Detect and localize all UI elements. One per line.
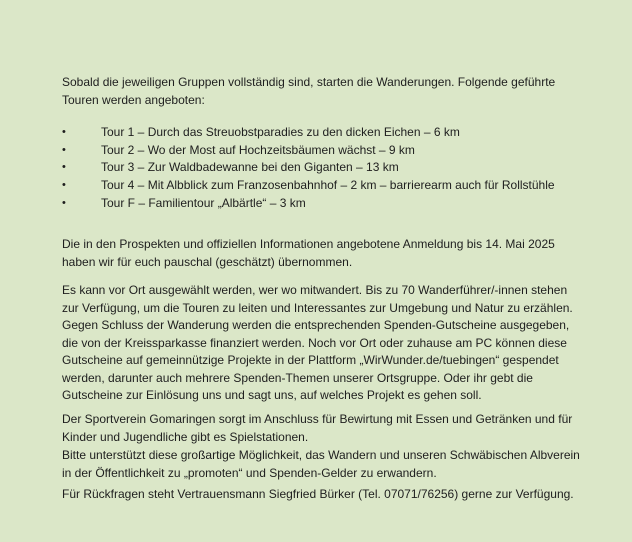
list-item xyxy=(62,159,582,177)
list-item xyxy=(62,124,582,142)
tour-label: Tour 1 – Durch das Streuobstparadies zu den dicken Eichen – 6 km xyxy=(101,125,460,139)
bullet-icon: • xyxy=(62,143,66,156)
contact-paragraph: Für Rückfragen steht Vertrauensmann Siegfried Bürker (Tel. 07071/76256) gerne zur Verfügung. xyxy=(62,487,574,501)
tour-label: Tour 3 – Zur Waldbadewanne bei den Giganten – 13 km xyxy=(101,160,399,175)
tour-label: Tour 2 – Wo der Most auf Hochzeitsbäumen wächst – 9 km xyxy=(101,142,415,157)
tour-list xyxy=(62,124,582,212)
list-item xyxy=(62,177,582,195)
support-paragraph: Bitte unterstützt diese großartige Möglichkeit, das Wandern und unseren Schwäbischen Albverein in der Öffentlichkeit zu „promoten“ und Spenden-Gelder zu erwandern. xyxy=(62,448,580,480)
bullet-icon: • xyxy=(62,196,66,209)
bullet-icon: • xyxy=(62,126,66,138)
list-item xyxy=(62,195,582,213)
tour-label: Tour F – Familientour „Albärtle“ – 3 km xyxy=(101,195,306,210)
intro-paragraph: Sobald die jeweiligen Gruppen vollständig sind, starten die Wanderungen. Folgende geführte Touren werden angeboten: xyxy=(62,75,556,107)
bullet-icon: • xyxy=(62,179,66,192)
list-item xyxy=(62,142,582,160)
bullet-icon: • xyxy=(62,161,66,174)
on-site-paragraph: Es kann vor Ort ausgewählt werden, wer wo mitwandert. Bis zu 70 Wanderführer/-innen stehen zur Verfügung, um die Touren zu leiten und Interessantes zur Umgebung und Natur zu erzählen. Gegen Schluss der Wanderung werden die entsprechenden Spenden-Gutscheine ausgegeben, die von der Kreissparkasse finanziert werden. Noch vor Ort oder zuhause am PC können diese Gutscheine auf gemeinnützige Projekte in der Plattform „WirWunder.de/tuebingen“ gespendet werden, darunter auch mehrere Spenden-Themen unserer Ortsgruppe. Oder ihr gebt die Gutscheine zur Einlösung uns und sagt uns, auf welches Projekt es gehen soll. xyxy=(62,283,573,402)
tour-label: Tour 4 – Mit Albblick zum Franzosenbahnhof – 2 km – barrierearm auch für Rollstühle xyxy=(101,178,555,193)
registration-paragraph: Die in den Prospekten und offiziellen Informationen angebotene Anmeldung bis 14. Mai 2025 haben wir für euch pauschal (geschätzt) übernommen. xyxy=(62,237,555,269)
catering-paragraph: Der Sportverein Gomaringen sorgt im Anschluss für Bewirtung mit Essen und Getränken und für Kinder und Jugendliche gibt es Spielstationen. xyxy=(62,412,573,444)
